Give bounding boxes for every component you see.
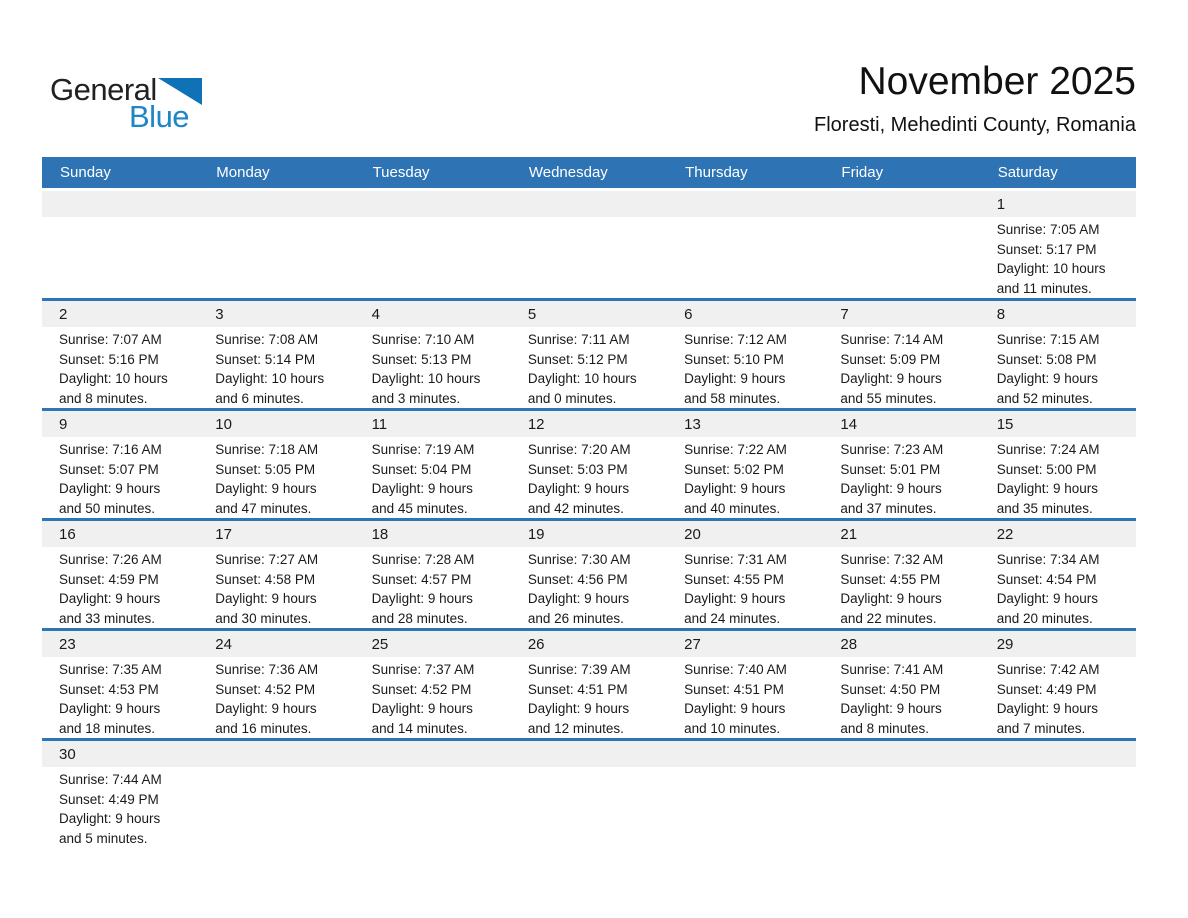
daylight-hours-text: Daylight: 9 hours: [215, 701, 317, 716]
daylight-minutes-text: and 50 minutes.: [59, 500, 156, 516]
day-details: [355, 547, 511, 628]
day-details: [667, 437, 823, 518]
sunrise-text: Sunrise: 7:22 AM: [684, 442, 787, 457]
weekday-header-sunday: Sunday: [60, 164, 111, 181]
day-cell: [42, 631, 198, 738]
day-details: [980, 767, 1136, 770]
day-details: [42, 657, 198, 738]
day-details: [42, 217, 198, 220]
day-number-strip: [667, 631, 823, 657]
day-details: [511, 437, 667, 518]
sunset-text: Sunset: 5:16 PM: [59, 351, 159, 367]
day-number: 12: [527, 415, 545, 433]
day-details: [511, 767, 667, 770]
sunset-text: Sunset: 4:59 PM: [59, 571, 159, 587]
sunrise-text: Sunrise: 7:32 AM: [840, 552, 944, 567]
day-number: 24: [215, 635, 232, 653]
day-number-strip: [823, 191, 979, 217]
day-cell: [42, 741, 198, 848]
day-cell: [42, 521, 198, 628]
day-details: [980, 657, 1136, 738]
day-cell-empty: [355, 191, 511, 298]
day-number: 19: [527, 525, 545, 543]
sunset-text: Sunset: 5:17 PM: [996, 241, 1097, 257]
day-number-strip: [823, 631, 979, 657]
sunrise-text: Sunrise: 7:30 AM: [527, 552, 631, 567]
daylight-minutes-text: and 40 minutes.: [684, 500, 781, 516]
day-number-strip: [667, 411, 823, 437]
daylight-minutes-text: and 55 minutes.: [840, 390, 937, 406]
logo-text-general: General: [50, 72, 157, 107]
day-number: 27: [684, 635, 701, 653]
day-number-strip: [42, 191, 198, 217]
day-details: [42, 437, 198, 518]
daylight-hours-text: Daylight: 9 hours: [840, 371, 942, 386]
day-cell: [511, 301, 667, 408]
day-number-strip: [198, 301, 354, 327]
day-cell-empty: [198, 191, 354, 298]
daylight-minutes-text: and 26 minutes.: [527, 610, 624, 626]
daylight-hours-text: Daylight: 10 hours: [996, 261, 1106, 276]
daylight-minutes-text: and 0 minutes.: [527, 390, 617, 406]
day-number: 4: [371, 305, 380, 323]
weekday-header-tuesday: Tuesday: [372, 164, 430, 181]
day-cell: [355, 631, 511, 738]
sunrise-text: Sunrise: 7:39 AM: [527, 662, 631, 677]
sunrise-text: Sunrise: 7:08 AM: [215, 332, 319, 347]
day-number: 20: [684, 525, 701, 543]
day-number-strip: [511, 411, 667, 437]
sunrise-text: Sunrise: 7:15 AM: [996, 332, 1100, 347]
day-cell-empty: [823, 741, 979, 848]
daylight-minutes-text: and 22 minutes.: [840, 610, 937, 626]
day-cell: [823, 631, 979, 738]
daylight-hours-text: Daylight: 9 hours: [371, 591, 473, 606]
sunset-text: Sunset: 5:00 PM: [996, 461, 1097, 477]
sunset-text: Sunset: 4:55 PM: [684, 571, 784, 587]
day-cell: [355, 301, 511, 408]
day-number: 10: [215, 415, 232, 433]
sunset-text: Sunset: 4:51 PM: [527, 681, 628, 697]
day-number-strip: [511, 521, 667, 547]
sunset-text: Sunset: 4:49 PM: [59, 791, 159, 807]
day-details: [823, 437, 979, 518]
day-number-strip: [355, 521, 511, 547]
day-cell-empty: [511, 741, 667, 848]
sunset-text: Sunset: 4:49 PM: [996, 681, 1097, 697]
day-number: 9: [59, 415, 68, 433]
day-number: 22: [996, 525, 1014, 543]
daylight-minutes-text: and 45 minutes.: [371, 500, 468, 516]
day-number-strip: [198, 741, 354, 767]
day-number-strip: [511, 191, 667, 217]
day-number-strip: [42, 521, 198, 547]
day-number: 2: [59, 305, 68, 323]
header-titles: [814, 58, 1136, 138]
day-number-strip: [42, 631, 198, 657]
day-number: 28: [840, 635, 858, 653]
day-number-strip: [42, 741, 198, 767]
day-number: 25: [371, 635, 389, 653]
sunset-text: Sunset: 4:52 PM: [215, 681, 316, 697]
sunrise-text: Sunrise: 7:24 AM: [996, 442, 1100, 457]
daylight-minutes-text: and 35 minutes.: [996, 500, 1093, 516]
day-details: [198, 767, 354, 770]
day-details: [355, 327, 511, 408]
sunrise-text: Sunrise: 7:07 AM: [59, 332, 162, 347]
day-number: 16: [59, 525, 76, 543]
day-number: 1: [996, 195, 1006, 213]
daylight-hours-text: Daylight: 9 hours: [59, 811, 161, 826]
day-number-strip: [980, 521, 1136, 547]
sunset-text: Sunset: 5:04 PM: [371, 461, 472, 477]
day-number: 14: [840, 415, 858, 433]
day-cell: [42, 301, 198, 408]
weekday-header-saturday: Saturday: [997, 164, 1058, 181]
daylight-hours-text: Daylight: 10 hours: [215, 371, 325, 386]
day-details: [667, 547, 823, 628]
sunset-text: Sunset: 4:53 PM: [59, 681, 159, 697]
day-details: [198, 327, 354, 408]
daylight-hours-text: Daylight: 9 hours: [996, 701, 1098, 716]
weekday-header-friday: Friday: [841, 164, 884, 181]
week-row: [42, 191, 1136, 301]
day-details: [42, 767, 198, 848]
week-row: [42, 631, 1136, 741]
day-details: [355, 437, 511, 518]
sunset-text: Sunset: 5:09 PM: [840, 351, 941, 367]
day-number: 23: [59, 635, 76, 653]
day-cell: [42, 411, 198, 518]
day-number-strip: [355, 191, 511, 217]
day-number-strip: [980, 741, 1136, 767]
day-number-strip: [980, 301, 1136, 327]
daylight-hours-text: Daylight: 10 hours: [371, 371, 481, 386]
day-number: 26: [527, 635, 545, 653]
day-number-strip: [198, 191, 354, 217]
sunrise-text: Sunrise: 7:27 AM: [215, 552, 319, 567]
day-number-strip: [823, 411, 979, 437]
logo-text-blue: Blue: [129, 99, 190, 134]
day-cell: [667, 411, 823, 518]
day-cell: [823, 301, 979, 408]
day-cell: [511, 631, 667, 738]
day-details: [42, 327, 198, 408]
day-details: [511, 217, 667, 220]
day-details: [511, 547, 667, 628]
day-number: 21: [840, 525, 858, 543]
day-details: [980, 327, 1136, 408]
sunset-text: Sunset: 4:51 PM: [684, 681, 784, 697]
day-number-strip: [823, 521, 979, 547]
daylight-hours-text: Daylight: 9 hours: [684, 591, 786, 606]
daylight-hours-text: Daylight: 9 hours: [840, 591, 942, 606]
sunrise-text: Sunrise: 7:18 AM: [215, 442, 319, 457]
sunrise-text: Sunrise: 7:14 AM: [840, 332, 944, 347]
day-number-strip: [42, 301, 198, 327]
day-number-strip: [667, 301, 823, 327]
sunset-text: Sunset: 4:52 PM: [371, 681, 472, 697]
day-number: 17: [215, 525, 232, 543]
sunrise-text: Sunrise: 7:31 AM: [684, 552, 787, 567]
sunset-text: Sunset: 5:05 PM: [215, 461, 316, 477]
day-number-strip: [198, 411, 354, 437]
day-cell: [355, 411, 511, 518]
day-number-strip: [667, 191, 823, 217]
sunrise-text: Sunrise: 7:37 AM: [371, 662, 475, 677]
day-details: [198, 437, 354, 518]
day-details: [667, 767, 823, 770]
day-number: 8: [996, 305, 1006, 323]
day-details: [823, 327, 979, 408]
day-cell-empty: [667, 191, 823, 298]
daylight-hours-text: Daylight: 9 hours: [996, 591, 1098, 606]
day-cell: [667, 301, 823, 408]
day-number-strip: [823, 741, 979, 767]
sunrise-text: Sunrise: 7:44 AM: [59, 772, 162, 787]
sunset-text: Sunset: 5:08 PM: [996, 351, 1097, 367]
day-number-strip: [198, 521, 354, 547]
sunset-text: Sunset: 5:12 PM: [527, 351, 628, 367]
day-details: [980, 547, 1136, 628]
calendar-weeks: [42, 191, 1136, 848]
sunset-text: Sunset: 5:10 PM: [684, 351, 784, 367]
daylight-hours-text: Daylight: 9 hours: [684, 371, 786, 386]
daylight-minutes-text: and 8 minutes.: [59, 390, 148, 406]
daylight-minutes-text: and 30 minutes.: [215, 610, 312, 626]
day-number-strip: [198, 631, 354, 657]
day-number-strip: [511, 301, 667, 327]
weekday-header-monday: Monday: [216, 164, 270, 181]
week-row: [42, 301, 1136, 411]
sunset-text: Sunset: 5:14 PM: [215, 351, 316, 367]
sunrise-text: Sunrise: 7:34 AM: [996, 552, 1100, 567]
day-details: [511, 327, 667, 408]
day-number-strip: [355, 631, 511, 657]
day-cell-empty: [355, 741, 511, 848]
daylight-minutes-text: and 6 minutes.: [215, 390, 304, 406]
daylight-hours-text: Daylight: 9 hours: [59, 481, 161, 496]
day-details: [42, 547, 198, 628]
daylight-minutes-text: and 28 minutes.: [371, 610, 468, 626]
day-cell: [823, 521, 979, 628]
daylight-minutes-text: and 11 minutes.: [996, 280, 1092, 296]
daylight-hours-text: Daylight: 9 hours: [996, 481, 1098, 496]
daylight-hours-text: Daylight: 9 hours: [371, 701, 473, 716]
day-cell: [980, 301, 1136, 408]
sunset-text: Sunset: 5:01 PM: [840, 461, 941, 477]
day-number: 3: [215, 305, 224, 323]
day-details: [667, 327, 823, 408]
day-number-strip: [42, 411, 198, 437]
sunrise-text: Sunrise: 7:19 AM: [371, 442, 475, 457]
day-cell-empty: [667, 741, 823, 848]
daylight-hours-text: Daylight: 9 hours: [59, 591, 161, 606]
daylight-hours-text: Daylight: 9 hours: [527, 701, 630, 716]
sunset-text: Sunset: 4:55 PM: [840, 571, 941, 587]
sunrise-text: Sunrise: 7:35 AM: [59, 662, 162, 677]
day-details: [198, 657, 354, 738]
day-number: 6: [684, 305, 693, 323]
sunrise-text: Sunrise: 7:05 AM: [996, 222, 1100, 237]
daylight-hours-text: Daylight: 9 hours: [527, 481, 630, 496]
day-cell: [980, 521, 1136, 628]
day-details: [823, 657, 979, 738]
page-title: November 2025: [858, 60, 1136, 103]
day-number-strip: [511, 741, 667, 767]
week-row: [42, 741, 1136, 848]
sunset-text: Sunset: 4:58 PM: [215, 571, 316, 587]
sunrise-text: Sunrise: 7:41 AM: [840, 662, 944, 677]
day-number-strip: [511, 631, 667, 657]
daylight-hours-text: Daylight: 9 hours: [59, 701, 161, 716]
day-number: 15: [996, 415, 1014, 433]
daylight-minutes-text: and 14 minutes.: [371, 720, 468, 736]
daylight-hours-text: Daylight: 9 hours: [215, 481, 317, 496]
daylight-minutes-text: and 33 minutes.: [59, 610, 156, 626]
day-cell: [511, 411, 667, 518]
daylight-minutes-text: and 18 minutes.: [59, 720, 156, 736]
day-details: [355, 657, 511, 738]
weekday-header-row: [42, 157, 1136, 188]
day-number-strip: [980, 411, 1136, 437]
day-details: [355, 217, 511, 220]
day-cell: [823, 411, 979, 518]
daylight-hours-text: Daylight: 9 hours: [371, 481, 473, 496]
sunset-text: Sunset: 4:50 PM: [840, 681, 941, 697]
day-details: [198, 217, 354, 220]
day-number: 11: [371, 415, 388, 433]
daylight-hours-text: Daylight: 10 hours: [59, 371, 168, 386]
sunrise-text: Sunrise: 7:11 AM: [527, 332, 630, 347]
day-cell: [511, 521, 667, 628]
daylight-minutes-text: and 10 minutes.: [684, 720, 781, 736]
day-cell-empty: [198, 741, 354, 848]
day-details: [511, 657, 667, 738]
daylight-minutes-text: and 16 minutes.: [215, 720, 312, 736]
weekday-header-wednesday: Wednesday: [528, 164, 608, 181]
daylight-hours-text: Daylight: 9 hours: [840, 481, 942, 496]
sunset-text: Sunset: 4:54 PM: [996, 571, 1097, 587]
daylight-minutes-text: and 5 minutes.: [59, 830, 148, 846]
day-number-strip: [667, 741, 823, 767]
day-cell: [198, 521, 354, 628]
daylight-minutes-text: and 3 minutes.: [371, 390, 461, 406]
calendar-table: [42, 157, 1136, 848]
sunset-text: Sunset: 4:57 PM: [371, 571, 472, 587]
day-details: [823, 217, 979, 220]
sunrise-text: Sunrise: 7:28 AM: [371, 552, 475, 567]
day-cell: [980, 631, 1136, 738]
day-cell: [198, 301, 354, 408]
day-number-strip: [667, 521, 823, 547]
sunset-text: Sunset: 5:02 PM: [684, 461, 784, 477]
day-number: 7: [840, 305, 849, 323]
day-cell: [980, 411, 1136, 518]
page-subtitle: Floresti, Mehedinti County, Romania: [814, 114, 1136, 136]
daylight-hours-text: Daylight: 9 hours: [840, 701, 942, 716]
daylight-hours-text: Daylight: 9 hours: [684, 481, 786, 496]
day-cell: [355, 521, 511, 628]
day-cell: [667, 521, 823, 628]
daylight-minutes-text: and 47 minutes.: [215, 500, 312, 516]
sunrise-text: Sunrise: 7:10 AM: [371, 332, 475, 347]
day-cell: [667, 631, 823, 738]
day-cell: [980, 191, 1136, 298]
day-number: 29: [996, 635, 1014, 653]
day-number: 13: [684, 415, 701, 433]
day-number: 18: [371, 525, 389, 543]
sunrise-text: Sunrise: 7:16 AM: [59, 442, 162, 457]
sunset-text: Sunset: 5:07 PM: [59, 461, 159, 477]
day-details: [980, 217, 1136, 298]
daylight-minutes-text: and 58 minutes.: [684, 390, 781, 406]
sunset-text: Sunset: 4:56 PM: [527, 571, 628, 587]
sunset-text: Sunset: 5:03 PM: [527, 461, 628, 477]
daylight-hours-text: Daylight: 10 hours: [527, 371, 637, 386]
day-number-strip: [355, 301, 511, 327]
daylight-minutes-text: and 20 minutes.: [996, 610, 1093, 626]
day-cell-empty: [980, 741, 1136, 848]
day-cell-empty: [511, 191, 667, 298]
daylight-hours-text: Daylight: 9 hours: [527, 591, 630, 606]
sunset-text: Sunset: 5:13 PM: [371, 351, 472, 367]
day-details: [667, 217, 823, 220]
sunrise-text: Sunrise: 7:12 AM: [684, 332, 787, 347]
daylight-minutes-text: and 8 minutes.: [840, 720, 929, 736]
day-number-strip: [823, 301, 979, 327]
day-number-strip: [980, 191, 1136, 217]
daylight-hours-text: Daylight: 9 hours: [215, 591, 317, 606]
day-details: [355, 767, 511, 770]
day-number: 30: [59, 745, 76, 763]
day-number-strip: [980, 631, 1136, 657]
day-number: 5: [527, 305, 537, 323]
daylight-hours-text: Daylight: 9 hours: [684, 701, 786, 716]
sunrise-text: Sunrise: 7:20 AM: [527, 442, 631, 457]
sunrise-text: Sunrise: 7:40 AM: [684, 662, 787, 677]
day-details: [980, 437, 1136, 518]
daylight-minutes-text: and 24 minutes.: [684, 610, 781, 626]
week-row: [42, 521, 1136, 631]
day-cell-empty: [823, 191, 979, 298]
day-details: [667, 657, 823, 738]
day-cell-empty: [42, 191, 198, 298]
daylight-minutes-text: and 7 minutes.: [996, 720, 1086, 736]
week-row: [42, 411, 1136, 521]
general-blue-logo: [50, 74, 202, 132]
sunrise-text: Sunrise: 7:23 AM: [840, 442, 944, 457]
day-details: [823, 767, 979, 770]
daylight-hours-text: Daylight: 9 hours: [996, 371, 1098, 386]
day-number-strip: [355, 411, 511, 437]
daylight-minutes-text: and 37 minutes.: [840, 500, 937, 516]
day-details: [823, 547, 979, 628]
daylight-minutes-text: and 42 minutes.: [527, 500, 624, 516]
day-number-strip: [355, 741, 511, 767]
sunrise-text: Sunrise: 7:26 AM: [59, 552, 162, 567]
day-details: [198, 547, 354, 628]
daylight-minutes-text: and 52 minutes.: [996, 390, 1093, 406]
sunrise-text: Sunrise: 7:42 AM: [996, 662, 1100, 677]
sunrise-text: Sunrise: 7:36 AM: [215, 662, 319, 677]
day-cell: [198, 631, 354, 738]
daylight-minutes-text: and 12 minutes.: [527, 720, 624, 736]
weekday-header-thursday: Thursday: [685, 164, 748, 181]
day-cell: [198, 411, 354, 518]
